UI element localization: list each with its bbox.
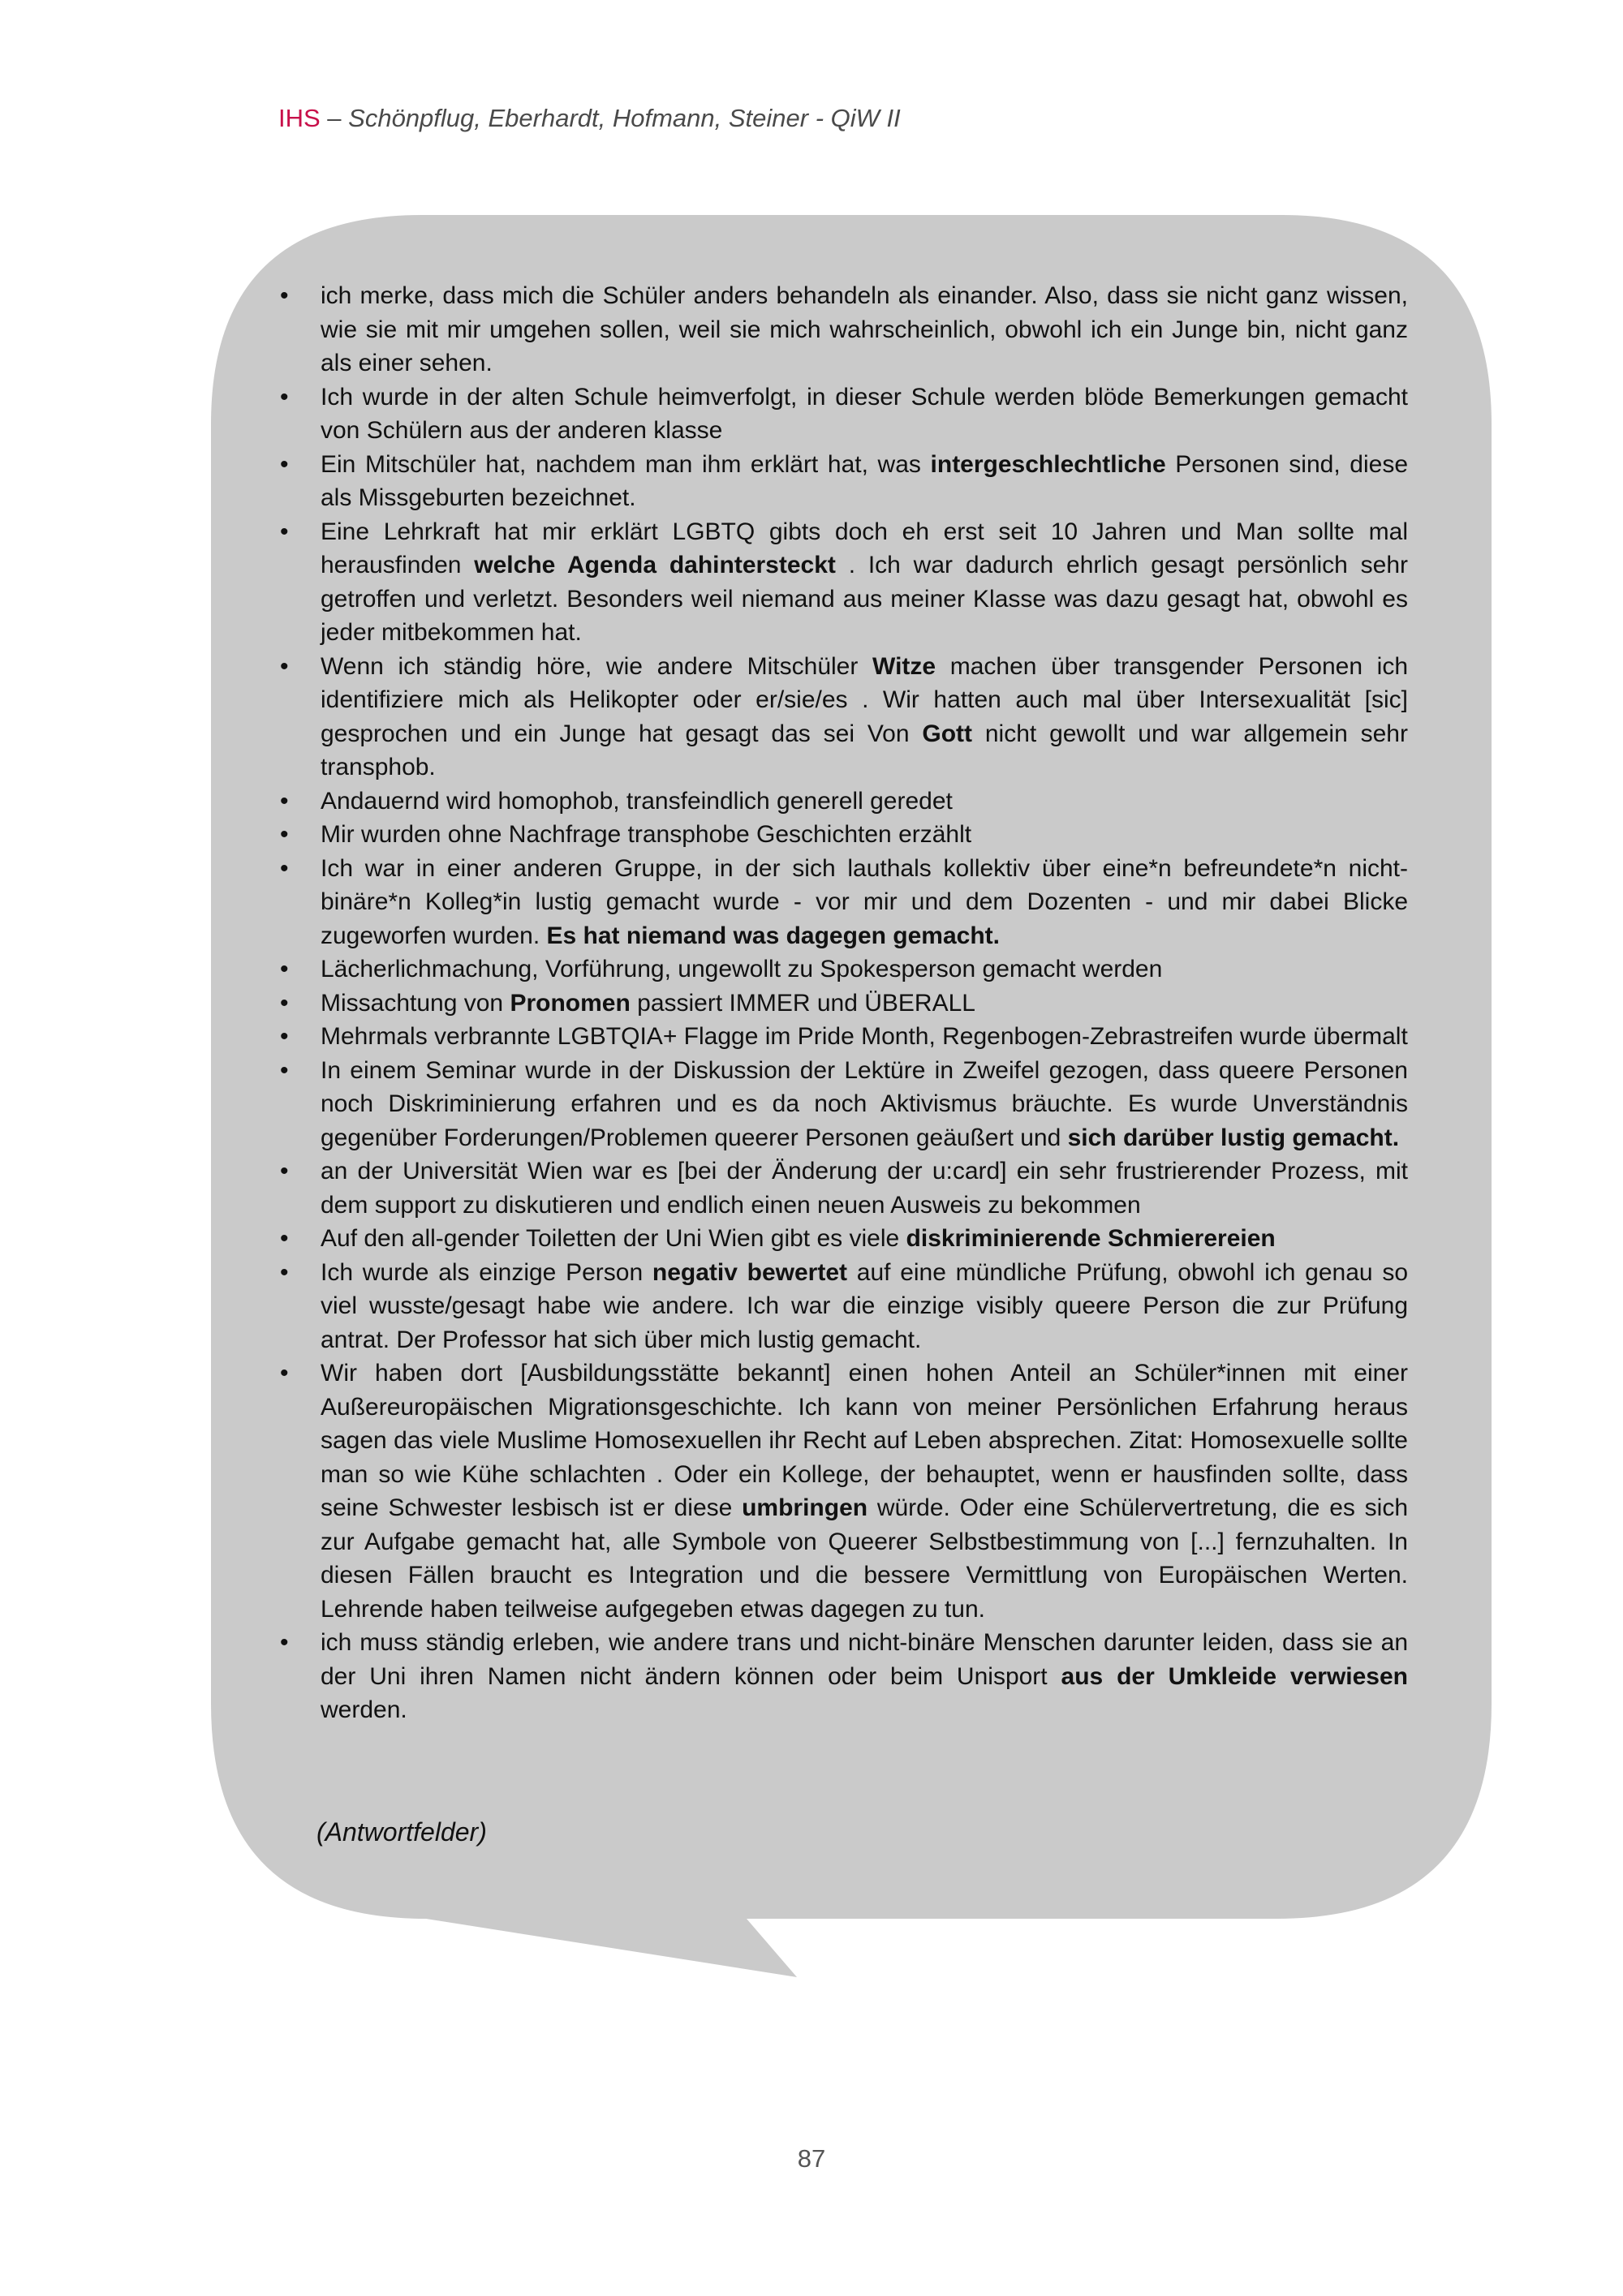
quote-text: werden. [321, 1696, 407, 1723]
quote-item [272, 1256, 1408, 1357]
quote-text: ich merke, dass mich die Schüler anders behandeln als einander. Also, dass sie nicht ganz wissen, wie sie mit mir umgehen sollen, weil sie mich wahrscheinlich, obwohl ich ein Junge bin, nicht ganz als einer sehen. [321, 282, 1408, 376]
quote-item [272, 448, 1408, 515]
quote-emphasis: diskriminierende Schmierereien [906, 1225, 1276, 1252]
quote-emphasis: Pronomen [510, 989, 631, 1017]
quote-emphasis: welche Agenda dahintersteckt [474, 552, 836, 578]
quote-text: Auf den all-gender Toiletten der Uni Wien gibt es viele [321, 1225, 906, 1252]
page-number: 87 [797, 2144, 826, 2173]
quote-text: Eine Lehrkraft hat mir erklärt LGBTQ gibts doch eh erst seit 10 Jahren und Man sollte mal herausfinden [321, 518, 1408, 578]
quote-item [272, 515, 1408, 650]
quote-emphasis: intergeschlechtliche [930, 450, 1166, 478]
quote-text: Ich war in einer anderen Gruppe, in der sich lauthals kollektiv über eine*n befreundete*n nicht-binäre*n Kolleg*in lustig gemacht wurde - vor mir und dem Dozenten - und mir dabei Blicke zugeworfen wurden. [321, 854, 1408, 949]
caption-answer-fields: (Antwortfelder) [316, 1817, 487, 1847]
header-separator: – [320, 104, 349, 132]
quote-text: ich muss ständig erleben, wie andere trans und nicht-binäre Menschen darunter leiden, dass sie an der Uni ihren Namen nicht ändern können oder beim Unisport [321, 1629, 1408, 1690]
quote-text: Mir wurden ohne Nachfrage transphobe Geschichten erzählt [321, 821, 972, 848]
quote-emphasis: Es hat niemand was dagegen gemacht. [546, 922, 1000, 949]
quote-emphasis: Gott [922, 720, 973, 747]
quote-text: In einem Seminar wurde in der Diskussion der Lektüre in Zweifel gezogen, dass queere Personen noch Diskriminierung erfahren und es da noch Aktivismus bräuchte. Es wurde Unverständnis gegenüber Forderungen/Problemen queerer Personen geäußert und [321, 1056, 1408, 1151]
quote-emphasis: negativ bewertet [652, 1258, 848, 1286]
quote-text: Ich wurde in der alten Schule heimverfolgt, in dieser Schule werden blöde Bemerkungen gemacht von Schülern aus der anderen klasse [321, 383, 1408, 444]
quote-text: Ich wurde als einzige Person [321, 1258, 652, 1286]
quote-item [272, 987, 1408, 1021]
quote-text: Andauernd wird homophob, transfeindlich generell geredet [321, 787, 953, 815]
quote-item [272, 785, 1408, 819]
quote-item [272, 1020, 1408, 1054]
quote-emphasis: Witze [872, 652, 936, 680]
quote-item [272, 952, 1408, 987]
quote-emphasis: sich darüber lustig gemacht. [1067, 1124, 1400, 1151]
quote-emphasis: umbringen [742, 1494, 868, 1521]
quote-item [272, 1357, 1408, 1626]
quote-text: Personen sind, diese als Missgeburten bezeichnet. [321, 450, 1409, 511]
quote-item [272, 1054, 1408, 1155]
quote-item [272, 1222, 1408, 1256]
quote-text: Wir haben dort [Ausbildungsstätte bekannt] einen hohen Anteil an Schüler*innen mit einer Außereuropäischen Migrationsgeschichte. Ich kann von meiner Persönlichen Erfahrung heraus sagen das viele Muslime Homosexuellen ihr Recht auf Leben absprechen. Zitat: Homosexuelle sollte man so wie Kühe schlachten . Oder ein Kollege, der behauptet, wenn er hausfinden sollte, dass seine Schwester lesbisch ist er diese [321, 1360, 1408, 1521]
quote-item [272, 279, 1408, 381]
quote-text: nicht gewollt und war allgemein sehr transphob. [321, 720, 1408, 780]
quote-emphasis: aus der Umkleide verwiesen [1061, 1662, 1408, 1690]
quote-text: Mehrmals verbrannte LGBTQIA+ Flagge im Pride Month, Regenbogen-Zebrastreifen wurde übermalt [321, 1023, 1408, 1050]
quote-text: machen über transgender Personen ich identifiziere mich als Helikopter oder er/sie/es . Wir hatten auch mal über Intersexualität [sic] gesprochen und ein Junge hat gesagt das sei Von [321, 652, 1409, 747]
quote-text: auf eine mündliche Prüfung, obwohl ich genau so viel wusste/gesagt habe wie andere. Ich war die einzige visibly queere Person die zur Prüfung antrat. Der Professor hat sich über mich lustig gemacht. [321, 1258, 1409, 1353]
quote-item [272, 650, 1408, 785]
quote-text: passiert IMMER und ÜBERALL [630, 989, 975, 1017]
header-authors: Schönpflug, Eberhardt, Hofmann, Steiner - QiW II [348, 104, 901, 132]
quote-item [272, 1626, 1408, 1727]
quote-list [272, 279, 1408, 1727]
quote-item [272, 381, 1408, 448]
quote-text: Missachtung von [321, 989, 510, 1017]
quote-item [272, 818, 1408, 852]
quote-text: Ein Mitschüler hat, nachdem man ihm erklärt hat, was [321, 450, 931, 478]
quote-item [272, 1154, 1408, 1222]
header-org: IHS [278, 104, 321, 132]
quote-text: Lächerlichmachung, Vorführung, ungewollt zu Spokesperson gemacht werden [321, 956, 1163, 982]
quote-item [272, 852, 1408, 953]
quote-text: an der Universität Wien war es [bei der Änderung der u:card] ein sehr frustrierender Prozess, mit dem support zu diskutieren und endlich einen neuen Ausweis zu bekommen [321, 1158, 1408, 1219]
quote-text: würde. Oder eine Schülervertretung, die es sich zur Aufgabe gemacht hat, alle Symbole von Queerer Selbstbestimmung von [...] fernzuhalten. In diesen Fällen braucht es Integration und die bessere Vermittlung von Europäischen Werten. Lehrende haben teilweise aufgegeben etwas dagegen zu tun. [321, 1494, 1409, 1623]
quote-text: . Ich war dadurch ehrlich gesagt persönlich sehr getroffen und verletzt. Besonders weil niemand aus meiner Klasse was dazu gesagt hat, obwohl es jeder mitbekommen hat. [321, 552, 1408, 646]
quote-text: Wenn ich ständig höre, wie andere Mitschüler [321, 652, 873, 680]
